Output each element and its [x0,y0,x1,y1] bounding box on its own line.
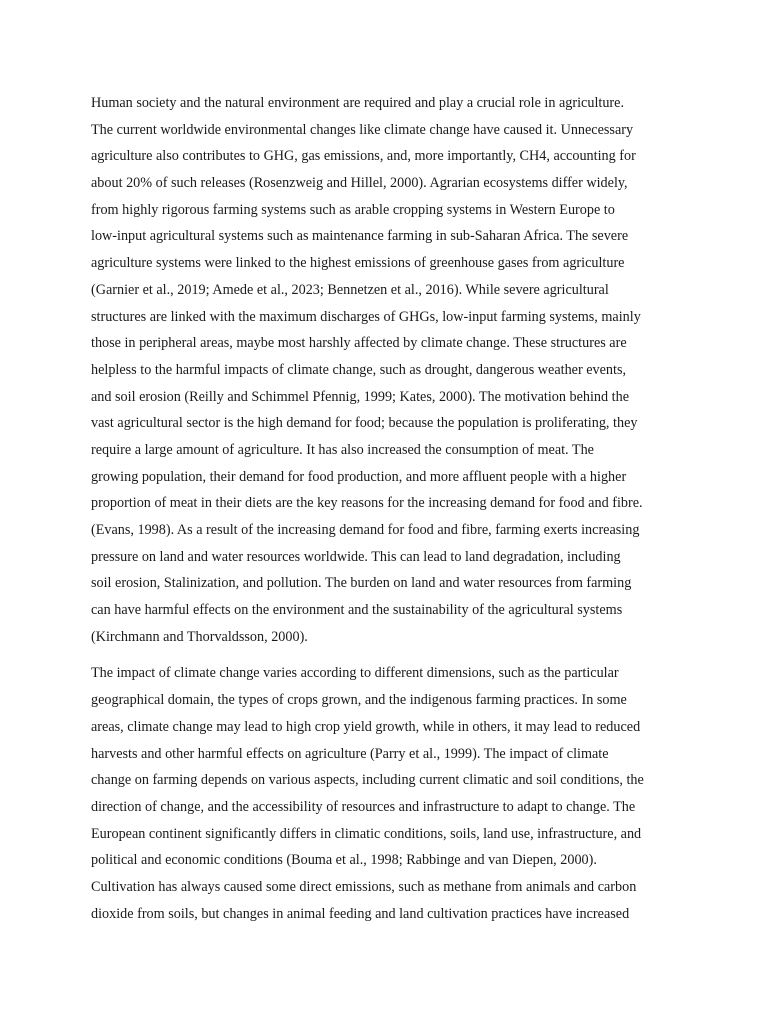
text-line: require a large amount of agriculture. It has also increased the consumption of meat. The [91,441,594,458]
text-line: agriculture systems were linked to the highest emissions of greenhouse gases from agriculture [91,255,625,272]
text-line: those in peripheral areas, maybe most harshly affected by climate change. These structures are [91,335,627,352]
text-line: harvests and other harmful effects on agriculture (Parry et al., 1999). The impact of climate [91,745,609,762]
text-line: soil erosion, Stalinization, and pollution. The burden on land and water resources from farming [91,575,632,592]
text-line: (Kirchmann and Thorvaldsson, 2000). [91,628,308,645]
text-line: agriculture also contributes to GHG, gas emissions, and, more importantly, CH4, accounting for [91,148,636,165]
document-body [91,90,681,927]
text-line: direction of change, and the accessibility of resources and infrastructure to adapt to change. The [91,798,636,815]
paragraph-2 [91,660,681,927]
text-line: pressure on land and water resources worldwide. This can lead to land degradation, including [91,548,621,565]
text-line: helpless to the harmful impacts of climate change, such as drought, dangerous weather events, [91,361,627,378]
text-line: can have harmful effects on the environment and the sustainability of the agricultural systems [91,602,623,619]
text-line: about 20% of such releases (Rosenzweig and Hillel, 2000). Agrarian ecosystems differ widely, [91,175,628,192]
text-line: dioxide from soils, but changes in animal feeding and land cultivation practices have increased [91,905,630,922]
text-line: Cultivation has always caused some direct emissions, such as methane from animals and carbon [91,878,637,895]
text-line: growing population, their demand for food production, and more affluent people with a higher [91,468,627,485]
text-line: vast agricultural sector is the high demand for food; because the population is proliferating, they [91,415,638,432]
text-line: change on farming depends on various aspects, including current climatic and soil conditions, the [91,772,644,789]
text-line: European continent significantly differs in climatic conditions, soils, land use, infrastructure, and [91,825,642,842]
text-line: from highly rigorous farming systems such as arable cropping systems in Western Europe to [91,201,615,218]
text-line: (Evans, 1998). As a result of the increasing demand for food and fibre, farming exerts increasing [91,522,640,538]
text-line: geographical domain, the types of crops grown, and the indigenous farming practices. In some [91,692,627,709]
text-line: Human society and the natural environment are required and play a crucial role in agriculture. [91,95,624,111]
text-line: and soil erosion (Reilly and Schimmel Pfennig, 1999; Kates, 2000). The motivation behind the [91,388,629,405]
text-line: The current worldwide environmental changes like climate change have caused it. Unnecessary [91,121,634,138]
text-line: structures are linked with the maximum discharges of GHGs, low-input farming systems, mainly [91,308,641,325]
text-line: The impact of climate change varies according to different dimensions, such as the particular [91,665,619,682]
text-line: proportion of meat in their diets are the key reasons for the increasing demand for food and fibre. [91,495,643,512]
text-line: areas, climate change may lead to high crop yield growth, while in others, it may lead to reduced [91,718,641,735]
text-line: (Garnier et al., 2019; Amede et al., 2023; Bennetzen et al., 2016). While severe agricultural [91,281,609,298]
paragraph-1 [91,90,681,650]
text-line: low-input agricultural systems such as maintenance farming in sub-Saharan Africa. The severe [91,228,629,245]
text-line: political and economic conditions (Bouma et al., 1998; Rabbinge and van Diepen, 2000). [91,852,597,869]
